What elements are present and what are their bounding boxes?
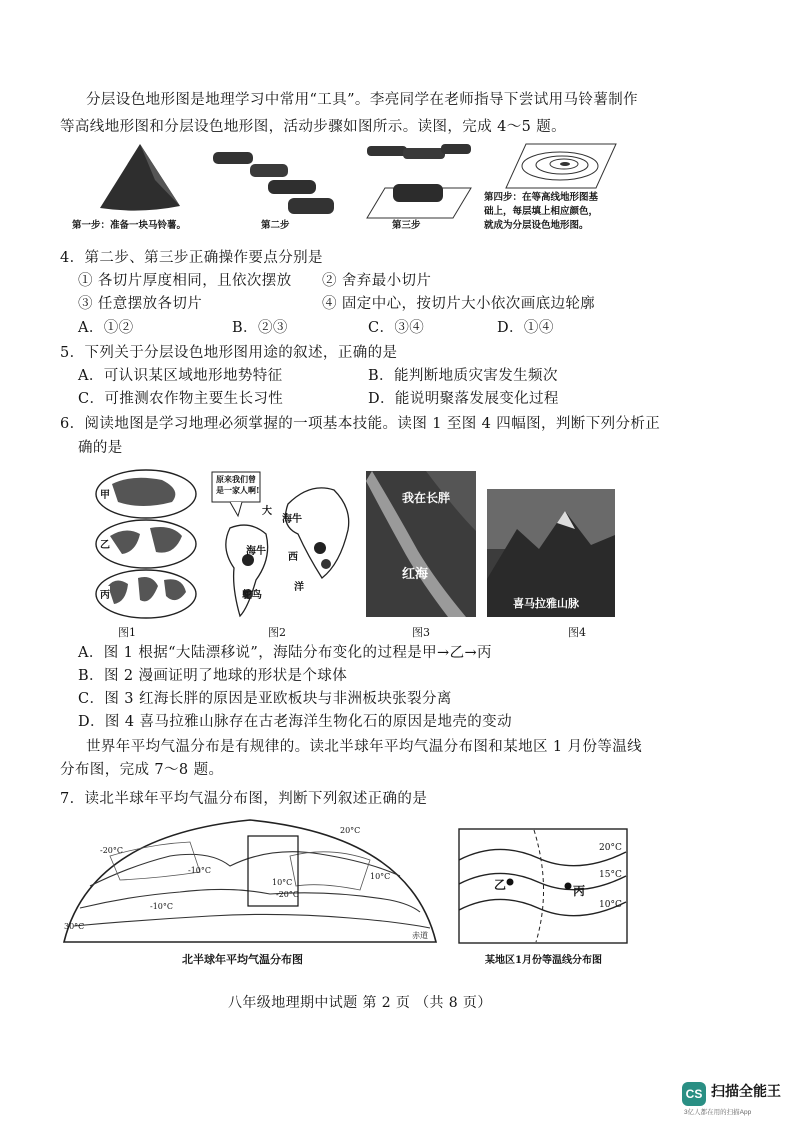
scanner-logo-text: CS xyxy=(685,1087,703,1101)
map-left-label-1: -20°C xyxy=(100,846,124,855)
q6-choice-c: C．图 3 红海长胖的原因是亚欧板块与非洲板块张裂分离 xyxy=(78,691,452,707)
page-footer: 八年级地理期中试题 第 2 页 （共 8 页） xyxy=(228,995,492,1011)
q6-stem-2: 确的是 xyxy=(78,440,123,456)
q4-choice-b: B．②③ xyxy=(232,320,288,336)
fig1-label-bing: 丙 xyxy=(100,586,110,601)
map-left-label-5: -10°C xyxy=(188,866,212,875)
map-left-label-3: 20°C xyxy=(340,826,361,835)
scanner-app-name: 扫描全能王 xyxy=(711,1083,781,1099)
step4-caption-3: 就成为分层设色地形图。 xyxy=(484,220,589,231)
q4-stem: 4．第二步、第三步正确操作要点分别是 xyxy=(60,250,323,266)
fig2-caption: 图2 xyxy=(268,626,286,639)
fig2-label-da: 大 xyxy=(262,506,272,517)
q4-option-3: ③ 任意摆放各切片 xyxy=(78,296,203,312)
fig3-caption: 图3 xyxy=(412,626,430,639)
q4-option-1: ① 各切片厚度相同，且依次摆放 xyxy=(78,273,292,289)
q4-choice-a: A．①② xyxy=(78,320,134,336)
step1-caption: 第一步：准备一块马铃薯。 xyxy=(72,220,187,231)
fig3-sea-label: 红海 xyxy=(402,567,429,582)
q4-option-4: ④ 固定中心，按切片大小依次画底边轮廓 xyxy=(322,296,596,312)
intro2-line-1: 世界年平均气温分布是有规律的。读北半球年平均气温分布图和某地区 1 月份等温线 xyxy=(86,739,643,755)
potato-figure xyxy=(95,140,185,212)
fig2-bubble-line-2: 是一家人啊! xyxy=(216,485,260,495)
step4-caption-2: 础上，每层填上相应颜色， xyxy=(484,206,599,217)
step2-caption: 第二步 xyxy=(261,220,290,231)
q5-choice-b: B．能判断地质灾害发生频次 xyxy=(368,368,558,384)
q7-stem: 7．读北半球年平均气温分布图，判断下列叙述正确的是 xyxy=(60,791,428,807)
scanner-app-tagline: 3亿人都在用的扫描App xyxy=(684,1109,752,1116)
map-left-label-6: 10°C xyxy=(370,872,391,881)
map-right-title: 某地区1月份等温线分布图 xyxy=(485,955,602,966)
intro-line-1: 分层设色地形图是地理学习中常用“工具”。李亮同学在老师指导下尝试用马铃薯制作 xyxy=(86,92,639,108)
fig2-label-xi: 西 xyxy=(288,552,298,563)
map-left-label-8: -10°C xyxy=(150,902,174,911)
q4-option-2: ② 舍弃最小切片 xyxy=(322,273,432,289)
q5-choice-c: C．可推测农作物主要生长习性 xyxy=(78,391,284,407)
fig2-label-hainiu-2: 海牛 xyxy=(246,546,266,557)
q5-stem: 5．下列关于分层设色地形图用途的叙述，正确的是 xyxy=(60,345,398,361)
isotherm-15: 15°C xyxy=(599,870,622,880)
step4-caption-1: 第四步：在等高线地形图基 xyxy=(484,192,599,203)
fig2-label-tuoniao: 鸵鸟 xyxy=(242,590,262,601)
fig2-bubble-line-1: 原来我们曾 xyxy=(216,474,256,484)
q5-choice-a: A．可认识某区域地形地势特征 xyxy=(78,368,283,384)
fig1-label-jia: 甲 xyxy=(100,486,110,501)
intro-line-2: 等高线地形图和分层设色地形图，活动步骤如图所示。读图，完成 4～5 题。 xyxy=(60,119,567,135)
map-left-label-7: 30°C xyxy=(64,922,85,931)
figure-4-himalaya-photo xyxy=(487,489,615,617)
q6-choice-b: B．图 2 漫画证明了地球的形状是个球体 xyxy=(78,668,348,684)
q6-choice-a: A．图 1 根据“大陆漂移说”，海陆分布变化的过程是甲→乙→丙 xyxy=(78,645,492,661)
fig1-label-yi: 乙 xyxy=(100,536,110,551)
q4-choice-c: C．③④ xyxy=(368,320,425,336)
scanner-logo-icon xyxy=(682,1082,706,1106)
step3-caption: 第三步 xyxy=(392,220,421,231)
fig3-caption-text: 我在长胖 xyxy=(402,491,451,505)
figure-3-red-sea-photo xyxy=(366,471,476,617)
intro2-line-2: 分布图，完成 7～8 题。 xyxy=(60,762,224,778)
fig4-label: 喜马拉雅山脉 xyxy=(513,597,579,610)
q6-choice-d: D．图 4 喜马拉雅山脉存在古老海洋生物化石的原因是地壳的变动 xyxy=(78,714,512,730)
q6-stem-1: 6．阅读地图是学习地理必须掌握的一项基本技能。读图 1 至图 4 四幅图，判断下列分析正 xyxy=(60,416,661,432)
q4-choice-d: D．①④ xyxy=(497,320,554,336)
map-left-title: 北半球年平均气温分布图 xyxy=(182,953,303,966)
isotherm-20: 20°C xyxy=(599,843,622,853)
fig2-label-yang: 洋 xyxy=(294,582,304,593)
fig4-caption: 图4 xyxy=(568,626,586,639)
fig1-caption: 图1 xyxy=(118,626,136,639)
q5-choice-d: D．能说明聚落发展变化过程 xyxy=(368,391,559,407)
isotherm-10: 10°C xyxy=(599,900,622,910)
map-left-label-4: -20°C xyxy=(276,890,300,899)
map-left-equator: 赤道 xyxy=(412,931,428,940)
point-yi-label: 乙 xyxy=(494,878,507,892)
fig2-label-hainiu-1: 海牛 xyxy=(282,514,302,525)
point-bing-label: 丙 xyxy=(573,884,586,898)
northern-hemisphere-temperature-map xyxy=(60,816,440,946)
map-left-label-2: 10°C xyxy=(272,878,293,887)
slices-figure xyxy=(208,150,338,218)
stacked-slices-figure xyxy=(345,142,475,226)
contour-map-figure xyxy=(500,140,620,192)
